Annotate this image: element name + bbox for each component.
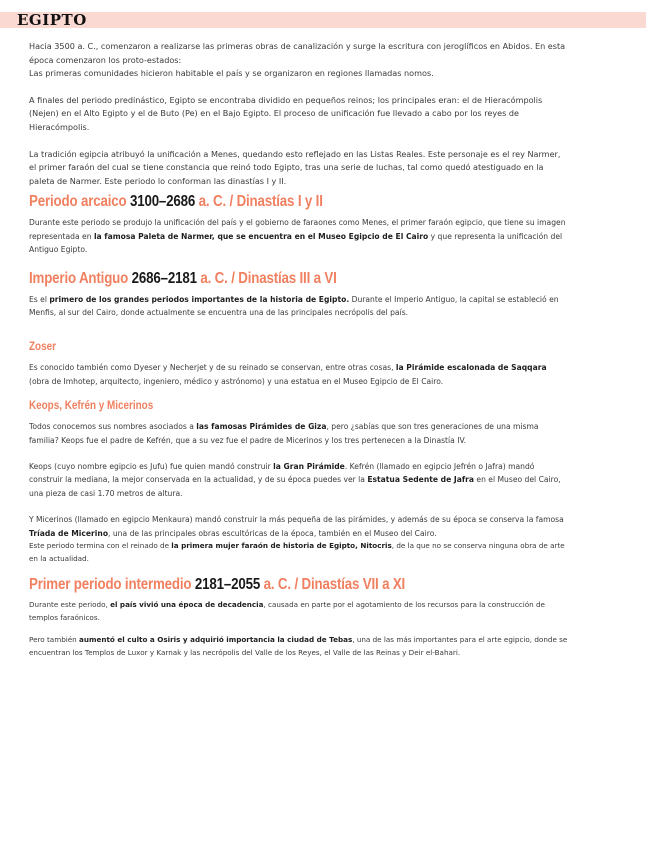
intro-text-1b: Las primeras comunidades hicieron habitable el país y se organizaron en regiones llamadas nomos. [29, 68, 434, 79]
arcaico-paragraph: Durante este periodo se produjo la unificación del país y el gobierno de faraones como Menes, el primer faraón egipcio, que tiene su imagen representada en la famosa Paleta de Narmer, que se encuentra en el Museo Egipcio de El Cairo y que representa la unificación del Antiguo Egipto. [29, 218, 566, 255]
heading-primer-intermedio: Primer periodo intermedio 2181–2055 a. C. / Dinastías VII a XI [29, 576, 406, 594]
intro-paragraph-3: La tradición egipcia atribuyó la unificación a Menes, quedando esto reflejado en las Listas Reales. Este personaje es el rey Narmer, el primer faraón del cual se tiene constancia que reinó todo Egipto, tras una serie de luchas, tal como quedó atestiguado en la paleta de Narmer. Este periodo lo conforman las dinastías I y II. [29, 148, 561, 186]
keops-paragraph-3: Y Micerinos (llamado en egipcio Menkaura) mandó construir la más pequeña de las pirámides, y además de su época se conserva la famosa Tríada de Micerino, una de las principales obras escultóricas de la época, también en el Museo del Cairo. [29, 515, 564, 538]
zoser-paragraph: Es conocido también como Dyeser y Necherjet y de su reinado se conservan, entre otras cosas, la Pirámide escalonada de Saqqara (obra de Imhotep, arquitecto, ingeniero, médico y astrónomo) y una estatua en el Museo Egipcio de El Cairo. [29, 363, 547, 386]
keops-paragraph-1: Todos conocemos sus nombres asociados a las famosas Pirámides de Giza, pero ¿sabías que son tres generaciones de una misma familia? Keops fue el padre de Kefrén, que a su vez fue el padre de Micerinos y los tres pertenecen a la Dinastía IV. [29, 422, 539, 445]
intro-text-1a: Hacia 3500 a. C., comenzaron a realizarse las primeras obras de canalización y surge la escritura con jeroglíficos en Abidos. En esta época comenzaron los proto-estados: [29, 41, 566, 65]
intermedio-paragraph-1: Durante este periodo, el país vivió una época de decadencia, causada en parte por el agotamiento de los recursos para la construcción de templos faraónicos. [29, 600, 545, 622]
intro-paragraph-1 [29, 40, 569, 81]
heading-imperio-antiguo: Imperio Antiguo 2686–2181 a. C. / Dinastías III a VI [29, 269, 337, 287]
document-body [29, 40, 569, 660]
heading-keops: Keops, Kefrén y Micerinos [29, 400, 154, 413]
title-bar [0, 12, 646, 28]
intro-paragraph-2: A finales del periodo predinástico, Egipto se encontraba dividido en pequeños reinos; los principales eran: el de Hieracómpolis (Nejen) en el Alto Egipto y el de Buto (Pe) en el Bajo Egipto. El proceso de unificación fue llevado a cabo por los reyes de Hieracómpolis. [29, 94, 543, 132]
antiguo-paragraph: Es el primero de los grandes periodos importantes de la historia de Egipto. Durante el Imperio Antiguo, la capital se estableció en Menfis, al sur del Cairo, donde actualmente se encuentra una de las principales necrópolis del país. [29, 294, 559, 317]
heading-zoser: Zoser [29, 341, 56, 354]
intermedio-paragraph-2: Pero también aumentó el culto a Osiris y adquirió importancia la ciudad de Tebas, una de las más importantes para el arte egipcio, donde se encuentran los Templos de Luxor y Karnak y las necrópolis del Valle de los Reyes, el Valle de las Reinas y Deir el-Bahari. [29, 635, 568, 657]
heading-periodo-arcaico: Periodo arcaico 3100–2686 a. C. / Dinastías I y II [29, 193, 323, 211]
page-title: EGIPTO [17, 11, 87, 29]
keops-paragraph-2: Keops (cuyo nombre egipcio es Jufu) fue quien mandó construir la Gran Pirámide. Kefrén (llamado en egipcio Jefrén o Jafra) mandó construir la mediana, la mejor conservada en la actualidad, y de su época puedes ver la Estatua Sedente de Jafra en el Museo del Cairo, una pieza de casi 1.70 metros de altura. [29, 462, 561, 498]
keops-paragraph-4: Este periodo termina con el reinado de la primera mujer faraón de historia de Egipto, Nitocris, de la que no se conserva ninguna obra de arte en la actualidad. [29, 541, 565, 563]
